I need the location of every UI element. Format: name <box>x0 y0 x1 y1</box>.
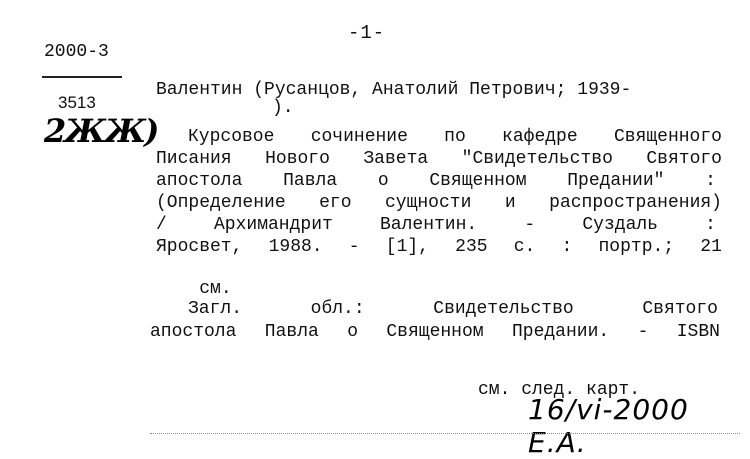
body-word: сущности <box>384 193 472 213</box>
body-word: о <box>377 171 389 191</box>
body-line-6 <box>156 237 722 257</box>
body-word: Архимандрит <box>213 215 333 235</box>
handwritten-code: 2ЖЖ) <box>44 112 158 150</box>
accession-number: 3513 <box>58 93 96 112</box>
note-line-2 <box>150 322 720 342</box>
body-word: : <box>561 237 573 257</box>
note-line-1 <box>188 299 718 319</box>
body-word: Завета <box>363 149 429 169</box>
body-word: его <box>319 193 352 213</box>
body-word: Суздаль <box>582 215 658 235</box>
body-word: кафедре <box>502 127 578 147</box>
note-word: Павла <box>264 322 319 342</box>
body-word: "Свидетельство <box>461 149 613 169</box>
body-word: Священном <box>429 171 527 191</box>
body-line-2 <box>156 149 722 169</box>
handwritten-date: 16/vi-2000 Е.А. <box>528 393 689 459</box>
note-word: ISBN <box>676 322 720 342</box>
shelf-mark: 2000-3 <box>44 42 109 62</box>
note-word: обл.: <box>310 299 365 319</box>
body-word: сочинение <box>310 127 408 147</box>
divider <box>42 76 122 78</box>
body-word: Предании" <box>567 171 665 191</box>
body-word: с. <box>513 237 536 257</box>
body-word: / <box>156 215 167 235</box>
body-word: Священного <box>613 127 722 147</box>
note-word: Предании. <box>511 322 610 342</box>
body-word: 21 <box>700 237 722 257</box>
body-line-5 <box>156 215 716 235</box>
body-word: - <box>348 237 360 257</box>
body-line-1 <box>188 127 722 147</box>
body-word: Яросвет, <box>156 237 243 257</box>
body-word: Павла <box>283 171 338 191</box>
note-word: Святого <box>642 299 718 319</box>
body-word: апостола <box>156 171 243 191</box>
body-word: Курсовое <box>188 127 275 147</box>
body-line-4 <box>156 193 722 213</box>
body-word: : <box>705 171 716 191</box>
note-word: Загл. <box>188 299 243 319</box>
note-word: Свидетельство <box>433 299 574 319</box>
body-line-3 <box>156 171 716 191</box>
page-number: -1- <box>348 22 386 44</box>
body-word: Святого <box>646 149 722 169</box>
body-word: см. <box>199 279 232 299</box>
continuation-note: см. след. карт. <box>478 380 641 400</box>
body-word: - <box>524 215 536 235</box>
note-word: о <box>347 322 358 342</box>
body-word: Писания <box>156 149 232 169</box>
body-word: (Определение <box>156 193 286 213</box>
bottom-edge <box>150 433 740 434</box>
body-word: портр.; <box>598 237 675 257</box>
body-word: и <box>504 193 516 213</box>
body-word: Валентин. <box>379 215 478 235</box>
note-word: - <box>637 322 649 342</box>
heading-line-2: ). <box>272 98 294 118</box>
body-word: 1988. <box>268 237 323 257</box>
heading-line-1: Валентин (Русанцов, Анатолий Петрович; 1939- <box>156 80 632 100</box>
note-word: Священном <box>386 322 484 342</box>
body-word: распространения) <box>549 193 722 213</box>
body-word: : <box>705 215 716 235</box>
note-word: апостола <box>150 322 237 342</box>
body-word: Нового <box>265 149 330 169</box>
body-word: [1], <box>385 237 429 257</box>
body-word: по <box>444 127 466 147</box>
body-word: 235 <box>455 237 488 257</box>
